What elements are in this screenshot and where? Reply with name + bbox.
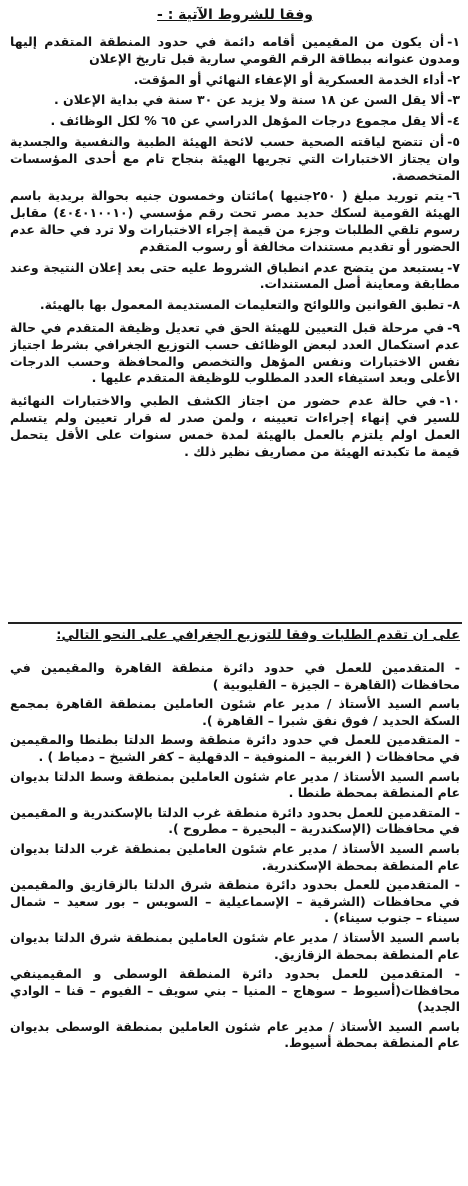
condition-number: ٩- bbox=[447, 319, 460, 335]
region-entry: - المتقدمين للعمل بحدود دائرة المنطقة الوسطى و المقيمينفي محافظات(أسيوط – سوهاج – المنيا – بني سويف – الفيوم – قنا – الوادي الجديد) bbox=[10, 966, 460, 1015]
condition-number: ٥- bbox=[447, 133, 460, 149]
condition-text: ألا يقل السن عن ١٨ سنة ولا يزيد عن ٣٠ سنة في بداية الإعلان . bbox=[53, 92, 445, 108]
condition-number: ٤- bbox=[447, 113, 460, 129]
condition-item bbox=[10, 393, 460, 460]
condition-text: ألا يقل مجموع درجات المؤهل الدراسي عن ٦٥ % لكل الوظائف . bbox=[50, 113, 445, 129]
condition-text: أن تتضح لياقته الصحية حسب لائحة الهيئة الطبية والنفسية والجسدية وان يجتاز الاختبارات التي تجريها الهيئة بنجاح تام مع أحدى المؤسسات المتخصصة. bbox=[10, 133, 460, 183]
condition-number: ٨- bbox=[447, 297, 460, 313]
condition-item bbox=[10, 34, 460, 68]
condition-number: ٢- bbox=[447, 71, 460, 87]
condition-item bbox=[10, 297, 460, 314]
region-entry: - المتقدمين للعمل في حدود دائرة منطقة القاهرة والمقيمين في محافظات (القاهرة – الجيزة – القليوبية ) bbox=[10, 660, 460, 692]
condition-item bbox=[10, 92, 460, 109]
condition-text: يستبعد من يتضح عدم انطباق الشروط عليه حتى بعد إعلان النتيجة وعند مطابقة ومعاينة أصل المستندات. bbox=[10, 259, 460, 292]
condition-number: ١٠- bbox=[439, 393, 460, 409]
condition-text: في مرحلة قبل التعيين للهيئة الحق في تعديل وظيفة المتقدم في حالة عدم استكمال العدد لبعض الوظائف حسب التوزيع الجغرافي بشرط اجتياز نفس الاختبارات ونفس المؤهل والتخصص والمحافظة وحسب الدرجات الأعلى وبعد استيفاء العدد المطلوب للوظيفة المتقدم عليها . bbox=[10, 319, 460, 386]
condition-item bbox=[10, 320, 460, 387]
region-address: باسم السيد الأستاذ / مدير عام شئون العاملين بمنطقة شرق الدلتا بديوان عام المنطقة بمحطة الزقازيق. bbox=[10, 929, 460, 962]
section-divider bbox=[8, 622, 462, 624]
condition-number: ٦- bbox=[447, 188, 460, 204]
region-entry: - المتقدمين للعمل بحدود دائرة منطقة شرق الدلتا بالزقازيق والمقيمين في محافظات (الشرقية – الإسماعيلية – السويس – بور سعيد – شمال سيناء – جنوب سيناء) . bbox=[10, 877, 460, 926]
distribution-section bbox=[10, 626, 460, 1182]
condition-text: أداء الخدمة العسكرية أو الإعفاء النهائي أو المؤقت. bbox=[133, 71, 445, 87]
region-address: باسم السيد الأستاذ / مدير عام شئون العاملين بمنطقة وسط الدلتا بديوان عام المنطقة بمحطة طنطا . bbox=[10, 768, 460, 801]
region-address: باسم السيد الأستاذ / مدير عام شئون العاملين بمنطقة غرب الدلتا بديوان عام المنطقة بمحطة الإسكندرية. bbox=[10, 840, 460, 873]
condition-item bbox=[10, 260, 460, 294]
region-entry: - المتقدمين للعمل في حدود دائرة منطقة وسط الدلتا بطنطا والمقيمين في محافظات ( الغربية – المنوفية – الدقهلية – كفر الشيخ – دمياط ) . bbox=[10, 732, 460, 764]
condition-number: ٣- bbox=[447, 92, 460, 108]
condition-number: ٧- bbox=[447, 259, 460, 275]
conditions-section bbox=[10, 4, 460, 624]
condition-number: ١- bbox=[447, 34, 460, 49]
conditions-heading: وفقا للشروط الآتية : - bbox=[157, 7, 313, 23]
region-entry: - المتقدمين للعمل بحدود دائرة منطقة غرب الدلتا بالإسكندرية و المقيمين في محافظات (الإسكندرية – البحيرة – مطروح ). bbox=[10, 804, 460, 837]
condition-text: في حالة عدم حضور من اجتاز الكشف الطبي والاختبارات النهائية للسير في إنهاء إجراءات تعيينه ، ولمن صدر له قرار تعيين ولم يتسلم العمل اولم يلتزم بالعمل بالهيئة لمدة خمس سنوات على الأقل يتحمل قيمة ما تكبدته الهيئة من مصاريف نظير ذلك . bbox=[10, 393, 460, 459]
condition-item bbox=[10, 188, 460, 255]
condition-item bbox=[10, 72, 460, 89]
region-address: باسم السيد الأستاذ / مدير عام شئون العاملين بمنطقة الوسطى بديوان عام المنطقة بمحطة أسيوط. bbox=[10, 1018, 460, 1051]
condition-item bbox=[10, 113, 460, 130]
condition-text: أن يكون من المقيمين أقامه دائمة في حدود المنطقة المتقدم إليها ومدون عنوانه ببطاقة الرقم القومي سارية قبل تاريخ الإعلان bbox=[10, 34, 460, 66]
region-address: باسم السيد الأستاذ / مدير عام شئون العاملين بمنطقة القاهرة بمجمع السكة الحديد / فوق نفق شبرا – القاهرة ). bbox=[10, 696, 460, 728]
condition-item bbox=[10, 134, 460, 184]
condition-text: تطبق القوانين واللوائح والتعليمات المستديمة المعمول بها بالهيئة. bbox=[39, 297, 445, 313]
condition-text: يتم توريد مبلغ ( ٢٥٠جنيها )مائتان وخمسون جنيه بحوالة بريدية باسم الهيئة القومية لسكك حديد مصر تحت رقم مؤسسي (٤٠٤٠١٠٠١٠) مقابل رسوم تلقي الطلبات وجزء من قيمة إجراء الاختبارات ولا ترد في حالة عدم الحضور أو تقديم مستندات مخالفة أو رسوب المتقدم bbox=[10, 188, 460, 254]
distribution-heading: على ان تقدم الطلبات وفقا للتوزيع الجغرافي على النحو التالي: bbox=[56, 628, 460, 643]
